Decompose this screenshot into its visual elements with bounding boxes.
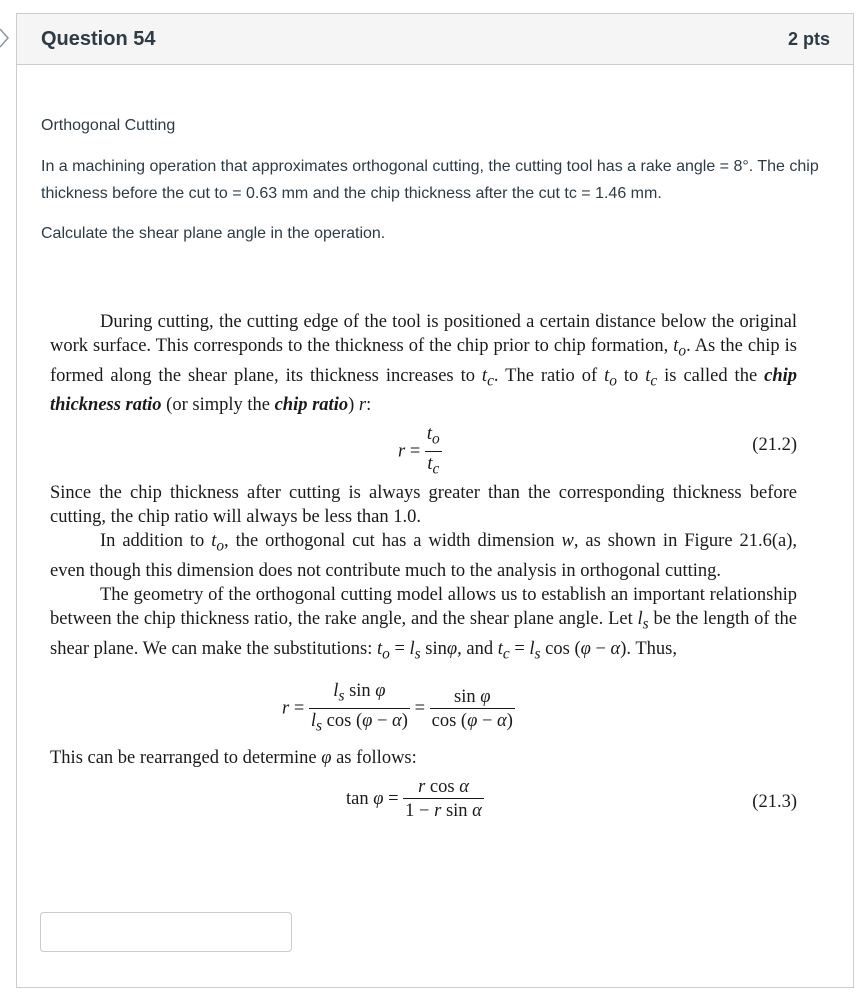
answer-input[interactable] (40, 912, 292, 952)
expand-chevron-icon[interactable] (0, 27, 10, 49)
question-text (17, 65, 853, 247)
equation-number: (21.2) (752, 435, 797, 456)
question-prompt: Calculate the shear plane angle in the operation. (41, 225, 386, 242)
question-header (17, 14, 853, 65)
equation-21-2: r = $\frac{t_o}{t_c}$ (21.2) (398, 424, 797, 478)
equation-ratio-derivation: r = $\frac{l_s \sin \varphi}{l_s \cos (\varphi - \alpha)}$ = $\frac{\text{sin φ}}{\cos (\varphi - \alpha)}$ (282, 681, 513, 735)
chip-thickness-ratio-term: chip thickness ratio (50, 365, 798, 416)
question-body: In a machining operation that approximates orthogonal cutting, the cutting tool has a rake angle = 8°. The chip thickness before the cut to = 0.63 mm and the chip thickness after the cut tc = 1.46 mm. (41, 158, 819, 202)
chip-ratio-term: chip ratio (274, 395, 349, 416)
textbook-excerpt-image: During cutting, the cutting edge of the tool is positioned a certain distance below the original work surface. This corresponds to the thickness of the chip prior to chip formation, $t_o$. As the chip is formed along the shear plane, its thickness increases to $t_c$. The ratio of $t_o$ to $t_c$ is called the chip thickness ratio (or simply the chip ratio) r: r = $\frac{t_o}{t_c}$ (21.2) Since the chip thickness after cutting is always greater than the corresponding thickness before cutting, the chip ratio will always be less than 1.0. In addition to $t_o$, the orthogonal cut has a width dimension w, as shown in Figure 21.6(a), even though this dimension does not contribute much to the analysis in orthogonal cutting. The geometry of the orthogonal cutting model allows us to establish an important relationship between the chip thickness ratio, the rake angle, and the shear plane angle. Let $l_s$ be the length of the shear plane. We can make the substitutions: $t_o = l_s$ sinφ, and $t_c = l_s$ cos (φ − α). Thus, r = $\frac{l_s \sin \varphi}{l_s \cos (\varphi - \alpha)}$ = $\frac{\text{sin φ}}{\cos (\varphi - \alpha)}$ This can be rearranged to determine φ as follows: tan φ = $\frac{\text{r cos α}}{\text{1 − r sin α}}$ (21.3) (50, 310, 797, 830)
equation-21-3: tan φ = $\frac{\text{r cos α}}{\text{1 − r sin α}}$ (21.3) (346, 777, 797, 822)
equation-number: (21.3) (752, 792, 797, 813)
question-subject: Orthogonal Cutting (41, 117, 176, 134)
question-title: Question 54 (41, 27, 156, 50)
question-points: 2 pts (787, 28, 830, 49)
